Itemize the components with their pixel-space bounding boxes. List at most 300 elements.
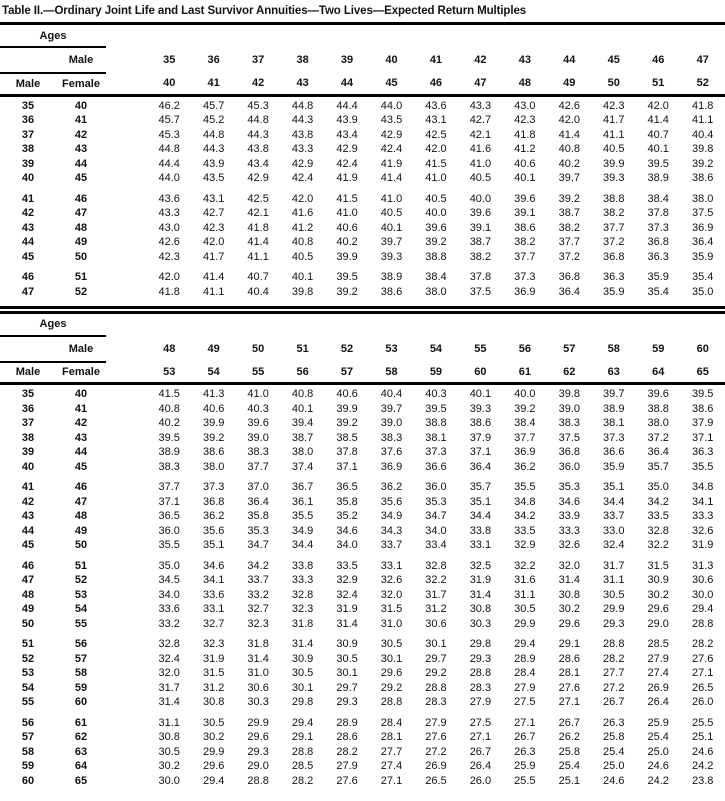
expected-return-multiple: 27.2 <box>603 681 625 694</box>
expected-return-multiple: 41.4 <box>380 172 403 185</box>
male-ages-caption: Male <box>56 47 106 73</box>
expected-return-multiple: 38.2 <box>603 207 625 220</box>
female-age-row-label: 51 <box>74 271 88 284</box>
expected-return-multiple: 28.8 <box>469 667 492 680</box>
female-age-column-header: 65 <box>680 362 725 384</box>
male-age-row-label: 60 <box>21 774 35 787</box>
expected-return-multiple: 30.5 <box>202 716 225 729</box>
expected-return-multiple: 32.0 <box>558 559 581 572</box>
female-age-row-label: 61 <box>74 716 88 729</box>
female-age-column-header: 54 <box>191 362 235 384</box>
expected-return-multiple: 42.9 <box>336 143 358 156</box>
expected-return-multiple: 34.2 <box>514 510 536 523</box>
expected-return-multiple: 36.3 <box>603 271 625 284</box>
expected-return-multiple: 42.9 <box>247 172 269 185</box>
expected-return-multiple: 30.8 <box>202 696 225 709</box>
expected-return-multiple: 38.3 <box>158 460 180 473</box>
expected-return-multiple: 29.9 <box>247 716 269 729</box>
male-age-column-header: 52 <box>340 342 354 355</box>
expected-return-multiple: 27.7 <box>603 667 625 680</box>
expected-return-multiple: 41.8 <box>514 128 536 141</box>
spacer-cell <box>106 760 147 775</box>
expected-return-multiple: 32.7 <box>202 617 225 630</box>
spacer-cell <box>106 157 147 172</box>
table-sections <box>0 25 725 789</box>
expected-return-multiple: 31.7 <box>425 588 447 601</box>
expected-return-multiple: 41.1 <box>202 285 225 298</box>
expected-return-multiple: 37.7 <box>158 481 180 494</box>
expected-return-multiple: 26.4 <box>647 696 669 709</box>
table-row <box>0 460 725 475</box>
female-age-row-label: 44 <box>74 446 88 459</box>
expected-return-multiple: 41.6 <box>291 207 314 220</box>
female-age-row-label: 41 <box>74 114 88 127</box>
expected-return-multiple: 29.2 <box>380 681 403 694</box>
expected-return-multiple: 28.1 <box>380 731 403 744</box>
expected-return-multiple: 40.1 <box>469 388 492 401</box>
expected-return-multiple: 39.7 <box>380 402 403 415</box>
expected-return-multiple: 31.4 <box>291 638 314 651</box>
male-age-row-label: 39 <box>21 446 35 459</box>
expected-return-multiple: 39.0 <box>558 402 581 415</box>
table-row <box>0 114 725 129</box>
female-age-row-label: 42 <box>74 417 88 430</box>
female-row-label-header: Female <box>56 73 106 95</box>
female-age-row-label: 44 <box>74 157 88 170</box>
male-age-column-header: 49 <box>207 342 220 355</box>
expected-return-multiple: 27.4 <box>380 760 403 773</box>
expected-return-multiple: 38.1 <box>603 417 625 430</box>
expected-return-multiple: 40.0 <box>425 207 447 220</box>
table-row <box>0 221 725 236</box>
expected-return-multiple: 37.7 <box>514 431 536 444</box>
table-row <box>0 388 725 403</box>
expected-return-multiple: 40.8 <box>291 388 314 401</box>
male-age-column-header: 54 <box>429 342 443 355</box>
table-row <box>0 681 725 696</box>
expected-return-multiple: 37.3 <box>425 446 447 459</box>
expected-return-multiple: 39.2 <box>336 417 358 430</box>
male-age-column-header: 35 <box>163 54 176 66</box>
male-age-row-label: 44 <box>21 236 35 249</box>
expected-return-multiple: 44.0 <box>380 99 403 112</box>
expected-return-multiple: 29.4 <box>291 716 314 729</box>
female-age-column-header: 48 <box>503 73 547 95</box>
expected-return-multiple: 28.3 <box>469 681 492 694</box>
expected-return-multiple: 43.8 <box>291 128 314 141</box>
expected-return-multiple: 27.1 <box>380 774 403 787</box>
expected-return-multiple: 35.9 <box>692 250 714 263</box>
table-title: Table II.—Ordinary Joint Life and Last Survivor Annuities—Two Lives—Expected Return Multiples <box>2 5 527 17</box>
male-age-column-header: 39 <box>340 54 354 66</box>
expected-return-multiple: 44.3 <box>291 114 314 127</box>
male-age-column-header: 47 <box>696 54 709 66</box>
male-age-row-label: 41 <box>21 481 35 494</box>
male-age-row-label: 35 <box>21 388 35 401</box>
expected-return-multiple: 31.5 <box>380 603 403 616</box>
expected-return-multiple: 26.3 <box>603 716 625 729</box>
male-age-row-label: 45 <box>21 250 35 263</box>
expected-return-multiple: 31.2 <box>202 681 225 694</box>
male-age-row-label: 46 <box>21 559 35 572</box>
male-age-row-label: 35 <box>21 99 35 112</box>
expected-return-multiple: 23.8 <box>692 774 714 787</box>
expected-return-multiple: 33.5 <box>647 510 669 523</box>
table-row <box>0 667 725 682</box>
female-age-row-label: 58 <box>74 667 88 680</box>
expected-return-multiple: 44.3 <box>247 128 269 141</box>
expected-return-multiple: 43.9 <box>202 157 225 170</box>
expected-return-multiple: 35.0 <box>692 285 714 298</box>
female-age-row-label: 52 <box>74 574 88 587</box>
table-row <box>0 481 725 496</box>
expected-return-multiple: 38.6 <box>514 221 536 234</box>
table-row <box>0 731 725 746</box>
expected-return-multiple: 45.7 <box>158 114 180 127</box>
spacer-cell <box>106 774 147 789</box>
expected-return-multiple: 38.9 <box>158 446 180 459</box>
male-age-column-header: 55 <box>474 342 487 355</box>
female-age-row-label: 40 <box>74 99 88 112</box>
expected-return-multiple: 37.9 <box>692 417 714 430</box>
expected-return-multiple: 34.1 <box>692 495 714 508</box>
spacer-cell <box>106 128 147 143</box>
expected-return-multiple: 33.5 <box>514 524 536 537</box>
expected-return-multiple: 35.8 <box>247 510 269 523</box>
male-age-row-label: 36 <box>21 114 35 127</box>
expected-return-multiple: 38.8 <box>425 417 447 430</box>
expected-return-multiple: 45.3 <box>158 128 180 141</box>
table-row <box>0 774 725 789</box>
expected-return-multiple: 44.8 <box>291 99 314 112</box>
expected-return-multiple: 39.3 <box>603 172 625 185</box>
expected-return-multiple: 36.4 <box>247 495 269 508</box>
expected-return-multiple: 39.3 <box>380 250 403 263</box>
female-age-column-header: 49 <box>547 73 591 95</box>
expected-return-multiple: 30.9 <box>647 574 669 587</box>
expected-return-multiple: 30.9 <box>291 652 314 665</box>
expected-return-multiple: 38.2 <box>514 236 536 249</box>
expected-return-multiple: 31.1 <box>603 574 625 587</box>
expected-return-multiple: 29.1 <box>291 731 314 744</box>
table-row <box>0 652 725 667</box>
expected-return-multiple: 35.3 <box>558 481 581 494</box>
expected-return-multiple: 36.8 <box>647 236 669 249</box>
expected-return-multiple: 42.0 <box>425 143 447 156</box>
expected-return-multiple: 37.2 <box>558 250 581 263</box>
expected-return-multiple: 35.0 <box>158 559 180 572</box>
expected-return-multiple: 32.3 <box>291 603 314 616</box>
expected-return-multiple: 38.6 <box>692 172 714 185</box>
spacer-cell <box>106 495 147 510</box>
female-age-column-header: 55 <box>236 362 280 384</box>
expected-return-multiple: 46.2 <box>158 99 180 112</box>
expected-return-multiple: 36.8 <box>558 271 581 284</box>
male-age-column-header: 44 <box>563 54 576 66</box>
male-age-row-label: 42 <box>21 207 35 220</box>
expected-return-multiple: 31.9 <box>202 652 225 665</box>
expected-return-multiple: 31.4 <box>247 652 269 665</box>
spacer-cell <box>106 481 147 496</box>
ages-header: Ages <box>0 25 106 47</box>
expected-return-multiple: 40.5 <box>469 172 492 185</box>
header-blank <box>147 25 725 47</box>
expected-return-multiple: 39.9 <box>603 157 625 170</box>
expected-return-multiple: 36.4 <box>647 446 669 459</box>
expected-return-multiple: 30.2 <box>158 760 180 773</box>
spacer-cell <box>106 638 147 653</box>
annuity-table-part-1 <box>0 25 725 300</box>
male-age-row-label: 52 <box>21 652 35 665</box>
expected-return-multiple: 32.0 <box>158 667 180 680</box>
female-age-column-header: 45 <box>369 73 413 95</box>
expected-return-multiple: 41.3 <box>202 388 225 401</box>
expected-return-multiple: 25.4 <box>647 731 669 744</box>
expected-return-multiple: 30.2 <box>647 588 669 601</box>
expected-return-multiple: 41.4 <box>558 128 581 141</box>
expected-return-multiple: 35.4 <box>647 285 669 298</box>
expected-return-multiple: 40.1 <box>647 143 669 156</box>
expected-return-multiple: 39.8 <box>558 388 581 401</box>
expected-return-multiple: 44.8 <box>158 143 180 156</box>
expected-return-multiple: 40.6 <box>514 157 536 170</box>
expected-return-multiple: 26.9 <box>647 681 669 694</box>
expected-return-multiple: 28.2 <box>603 652 625 665</box>
expected-return-multiple: 28.1 <box>558 667 581 680</box>
expected-return-multiple: 42.4 <box>380 143 403 156</box>
expected-return-multiple: 28.5 <box>291 760 314 773</box>
expected-return-multiple: 34.0 <box>336 539 358 552</box>
expected-return-multiple: 41.8 <box>692 99 714 112</box>
expected-return-multiple: 24.6 <box>603 774 625 787</box>
female-age-row-label: 47 <box>74 495 88 508</box>
table-row <box>0 128 725 143</box>
expected-return-multiple: 36.4 <box>469 460 492 473</box>
expected-return-multiple: 33.2 <box>158 617 180 630</box>
expected-return-multiple: 25.0 <box>647 745 669 758</box>
expected-return-multiple: 32.7 <box>247 603 269 616</box>
header-spacer <box>106 25 147 47</box>
expected-return-multiple: 32.8 <box>647 524 669 537</box>
table-row <box>0 603 725 618</box>
expected-return-multiple: 43.4 <box>247 157 269 170</box>
expected-return-multiple: 39.7 <box>380 236 403 249</box>
table-row <box>0 207 725 222</box>
spacer-cell <box>106 588 147 603</box>
male-age-column-header: 36 <box>207 54 220 66</box>
expected-return-multiple: 43.3 <box>291 143 314 156</box>
expected-return-multiple: 37.8 <box>336 446 358 459</box>
expected-return-multiple: 41.7 <box>603 114 625 127</box>
spacer-cell <box>106 681 147 696</box>
expected-return-multiple: 26.7 <box>558 716 581 729</box>
expected-return-multiple: 38.2 <box>558 221 581 234</box>
expected-return-multiple: 41.6 <box>469 143 492 156</box>
expected-return-multiple: 33.4 <box>425 539 447 552</box>
expected-return-multiple: 34.1 <box>202 574 225 587</box>
spacer-cell <box>106 574 147 589</box>
male-age-row-label: 38 <box>21 431 35 444</box>
expected-return-multiple: 31.8 <box>291 617 314 630</box>
expected-return-multiple: 29.6 <box>647 603 669 616</box>
expected-return-multiple: 35.3 <box>247 524 269 537</box>
expected-return-multiple: 37.1 <box>469 446 492 459</box>
expected-return-multiple: 40.5 <box>291 250 314 263</box>
header-blank <box>147 314 725 336</box>
expected-return-multiple: 40.5 <box>603 143 625 156</box>
expected-return-multiple: 28.8 <box>380 696 403 709</box>
male-age-row-label: 54 <box>21 681 35 694</box>
expected-return-multiple: 35.4 <box>692 271 714 284</box>
expected-return-multiple: 38.1 <box>425 431 447 444</box>
expected-return-multiple: 45.2 <box>202 114 225 127</box>
expected-return-multiple: 38.8 <box>647 402 669 415</box>
expected-return-multiple: 28.8 <box>291 745 314 758</box>
female-age-row-label: 46 <box>74 192 88 205</box>
table-row <box>0 696 725 711</box>
expected-return-multiple: 33.8 <box>469 524 492 537</box>
expected-return-multiple: 32.5 <box>469 559 492 572</box>
expected-return-multiple: 40.1 <box>291 271 314 284</box>
expected-return-multiple: 29.7 <box>425 652 447 665</box>
female-age-column-header: 50 <box>592 73 636 95</box>
expected-return-multiple: 27.1 <box>692 667 714 680</box>
male-age-row-label: 51 <box>21 638 35 651</box>
female-age-column-header: 47 <box>458 73 502 95</box>
expected-return-multiple: 25.4 <box>558 760 581 773</box>
expected-return-multiple: 38.6 <box>692 402 714 415</box>
spacer-cell <box>106 617 147 632</box>
expected-return-multiple: 31.0 <box>247 667 269 680</box>
expected-return-multiple: 30.0 <box>692 588 714 601</box>
expected-return-multiple: 33.0 <box>603 524 625 537</box>
expected-return-multiple: 38.6 <box>202 446 225 459</box>
expected-return-multiple: 36.4 <box>558 285 581 298</box>
expected-return-multiple: 39.5 <box>647 157 669 170</box>
expected-return-multiple: 39.9 <box>336 250 358 263</box>
expected-return-multiple: 42.3 <box>603 99 625 112</box>
expected-return-multiple: 28.2 <box>336 745 358 758</box>
expected-return-multiple: 29.4 <box>514 638 536 651</box>
male-age-column-header: 40 <box>385 54 398 66</box>
expected-return-multiple: 40.8 <box>558 143 581 156</box>
expected-return-multiple: 39.2 <box>514 402 536 415</box>
expected-return-multiple: 40.3 <box>425 388 447 401</box>
female-age-row-label: 60 <box>74 696 88 709</box>
expected-return-multiple: 28.3 <box>425 696 447 709</box>
expected-return-multiple: 38.9 <box>603 402 625 415</box>
expected-return-multiple: 25.1 <box>558 774 581 787</box>
female-age-row-label: 45 <box>74 460 88 473</box>
expected-return-multiple: 41.4 <box>202 271 225 284</box>
expected-return-multiple: 39.8 <box>692 143 714 156</box>
expected-return-multiple: 37.8 <box>647 207 669 220</box>
expected-return-multiple: 43.1 <box>202 192 225 205</box>
female-age-column-header: 57 <box>325 362 369 384</box>
expected-return-multiple: 37.9 <box>469 431 492 444</box>
expected-return-multiple: 41.1 <box>692 114 714 127</box>
table-row <box>0 250 725 265</box>
expected-return-multiple: 30.6 <box>425 617 447 630</box>
expected-return-multiple: 34.2 <box>647 495 669 508</box>
spacer-cell <box>106 236 147 251</box>
female-age-row-label: 57 <box>74 652 88 665</box>
expected-return-multiple: 43.4 <box>336 128 358 141</box>
expected-return-multiple: 42.3 <box>202 221 225 234</box>
male-age-column-header: 60 <box>696 342 709 355</box>
spacer-cell <box>106 524 147 539</box>
expected-return-multiple: 26.5 <box>425 774 447 787</box>
spacer-cell <box>106 172 147 187</box>
expected-return-multiple: 38.7 <box>469 236 492 249</box>
expected-return-multiple: 43.6 <box>158 192 180 205</box>
male-age-row-label: 39 <box>21 157 35 170</box>
expected-return-multiple: 43.6 <box>425 99 447 112</box>
expected-return-multiple: 31.5 <box>647 559 669 572</box>
header-blank <box>0 336 56 362</box>
expected-return-multiple: 28.2 <box>692 638 714 651</box>
table-row <box>0 431 725 446</box>
expected-return-multiple: 32.4 <box>336 588 358 601</box>
spacer-cell <box>106 143 147 158</box>
female-age-row-label: 48 <box>74 221 88 234</box>
expected-return-multiple: 44.3 <box>202 143 225 156</box>
table-row <box>0 574 725 589</box>
expected-return-multiple: 25.9 <box>514 760 536 773</box>
expected-return-multiple: 26.7 <box>603 696 625 709</box>
expected-return-multiple: 41.2 <box>291 221 314 234</box>
expected-return-multiple: 42.3 <box>514 114 536 127</box>
expected-return-multiple: 39.5 <box>336 271 358 284</box>
table-row <box>0 588 725 603</box>
expected-return-multiple: 31.1 <box>158 716 180 729</box>
male-age-column-header: 50 <box>252 342 265 355</box>
expected-return-multiple: 32.8 <box>425 559 447 572</box>
female-age-column-header: 58 <box>369 362 413 384</box>
expected-return-multiple: 31.4 <box>469 588 492 601</box>
male-age-column-header: 45 <box>607 54 620 66</box>
expected-return-multiple: 32.6 <box>380 574 403 587</box>
expected-return-multiple: 30.5 <box>514 603 536 616</box>
expected-return-multiple: 36.0 <box>158 524 180 537</box>
expected-return-multiple: 26.0 <box>469 774 492 787</box>
expected-return-multiple: 29.6 <box>558 617 581 630</box>
expected-return-multiple: 37.3 <box>514 271 536 284</box>
female-age-column-header: 42 <box>236 73 280 95</box>
expected-return-multiple: 44.0 <box>158 172 180 185</box>
spacer-cell <box>106 402 147 417</box>
expected-return-multiple: 40.1 <box>291 402 314 415</box>
expected-return-multiple: 39.2 <box>692 157 714 170</box>
expected-return-multiple: 33.1 <box>469 539 492 552</box>
expected-return-multiple: 39.3 <box>469 402 492 415</box>
female-age-row-label: 50 <box>74 539 88 552</box>
annuity-table-part-2 <box>0 314 725 789</box>
expected-return-multiple: 28.2 <box>291 774 314 787</box>
male-age-column-header: 51 <box>296 342 309 355</box>
expected-return-multiple: 37.2 <box>647 431 669 444</box>
expected-return-multiple: 39.0 <box>380 417 403 430</box>
expected-return-multiple: 27.2 <box>425 745 447 758</box>
female-age-column-header: 51 <box>636 73 680 95</box>
expected-return-multiple: 38.0 <box>647 417 669 430</box>
expected-return-multiple: 37.1 <box>692 431 714 444</box>
expected-return-multiple: 40.6 <box>202 402 225 415</box>
expected-return-multiple: 43.8 <box>247 143 269 156</box>
expected-return-multiple: 33.7 <box>247 574 269 587</box>
expected-return-multiple: 27.6 <box>692 652 714 665</box>
expected-return-multiple: 36.0 <box>425 481 447 494</box>
